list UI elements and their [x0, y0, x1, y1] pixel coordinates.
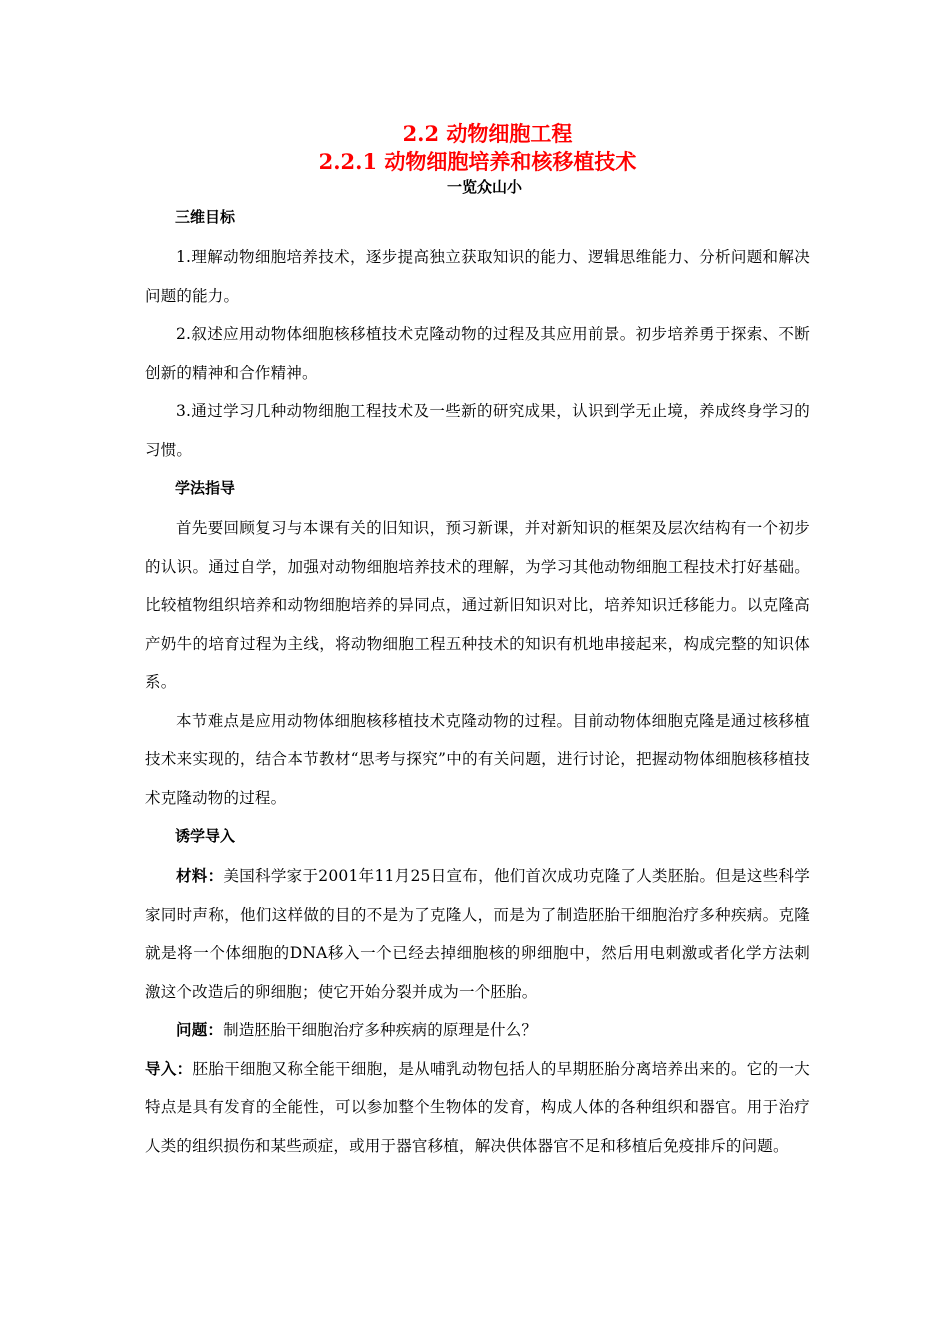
- subtitle: 一览众山小: [446, 178, 522, 196]
- material-text: 美国科学家于2001年11月25日宣布，他们首次成功克隆了人类胚胎。但是这些科学家同时声称，他们这样做的目的不是为了克隆人，而是为了制造胚胎干细胞治疗多种疾病。克隆就是将一个体细胞的DNA移入一个已经去掉细胞核的卵细胞中，然后用电刺激或者化学方法刺激这个改造后的卵细胞；使它开始分裂并成为一个胚胎。: [145, 867, 810, 1001]
- material-label: 材料：: [176, 867, 224, 885]
- guide-paragraph: [145, 1050, 810, 1166]
- guide-text: 胚胎干细胞又称全能干细胞，是从哺乳动物包括人的早期胚胎分离培养出来的。它的一大特点是具有发育的全能性，可以参加整个生物体的发育，构成人体的各种组织和器官。用于治疗人类的组织损伤和某些顽症，或用于器官移植，解决供体器官不足和移植后免疫排斥的问题。: [145, 1059, 810, 1155]
- question-label: 问题：: [176, 1021, 224, 1039]
- intro-heading: 诱学导入: [175, 827, 236, 845]
- question-text: 制造胚胎干细胞治疗多种疾病的原理是什么？: [223, 1021, 538, 1039]
- goals-heading: 三维目标: [175, 208, 236, 226]
- guide-label: 导入：: [145, 1059, 193, 1078]
- method-paragraph-1: 首先要回顾复习与本课有关的旧知识，预习新课，并对新知识的框架及层次结构有一个初步的认识。通过自学，加强对动物细胞培养技术的理解，为学习其他动物细胞工程技术打好基础。比较植物组织培养和动物细胞培养的异同点，通过新旧知识对比，培养知识迁移能力。以克隆高产奶牛的培育过程为主线，将动物细胞工程五种技术的知识有机地串接起来，构成完整的知识体系。: [145, 519, 810, 691]
- subsection-title: 2.2.1 动物细胞培养和核移植技术: [318, 149, 637, 174]
- goals-paragraph-3: 3.通过学习几种动物细胞工程技术及一些新的研究成果，认识到学无止境，养成终身学习的习惯。: [145, 402, 810, 459]
- method-heading: 学法指导: [175, 479, 236, 497]
- document-body: [145, 120, 810, 1165]
- question-paragraph: [145, 1011, 810, 1050]
- method-paragraph-2: 本节难点是应用动物体细胞核移植技术克隆动物的过程。目前动物体细胞克隆是通过核移植技术来实现的，结合本节教材“思考与探究”中的有关问题，进行讨论，把握动物体细胞核移植技术克隆动物的过程。: [145, 711, 810, 807]
- goals-paragraph-2: 2.叙述应用动物体细胞核移植技术克隆动物的过程及其应用前景。初步培养勇于探索、不断创新的精神和合作精神。: [145, 325, 810, 382]
- goals-paragraph-1: 1.理解动物细胞培养技术，逐步提高独立获取知识的能力、逻辑思维能力、分析问题和解决问题的能力。: [145, 248, 810, 305]
- section-title: 2.2 动物细胞工程: [402, 121, 573, 146]
- material-paragraph: [145, 857, 810, 1011]
